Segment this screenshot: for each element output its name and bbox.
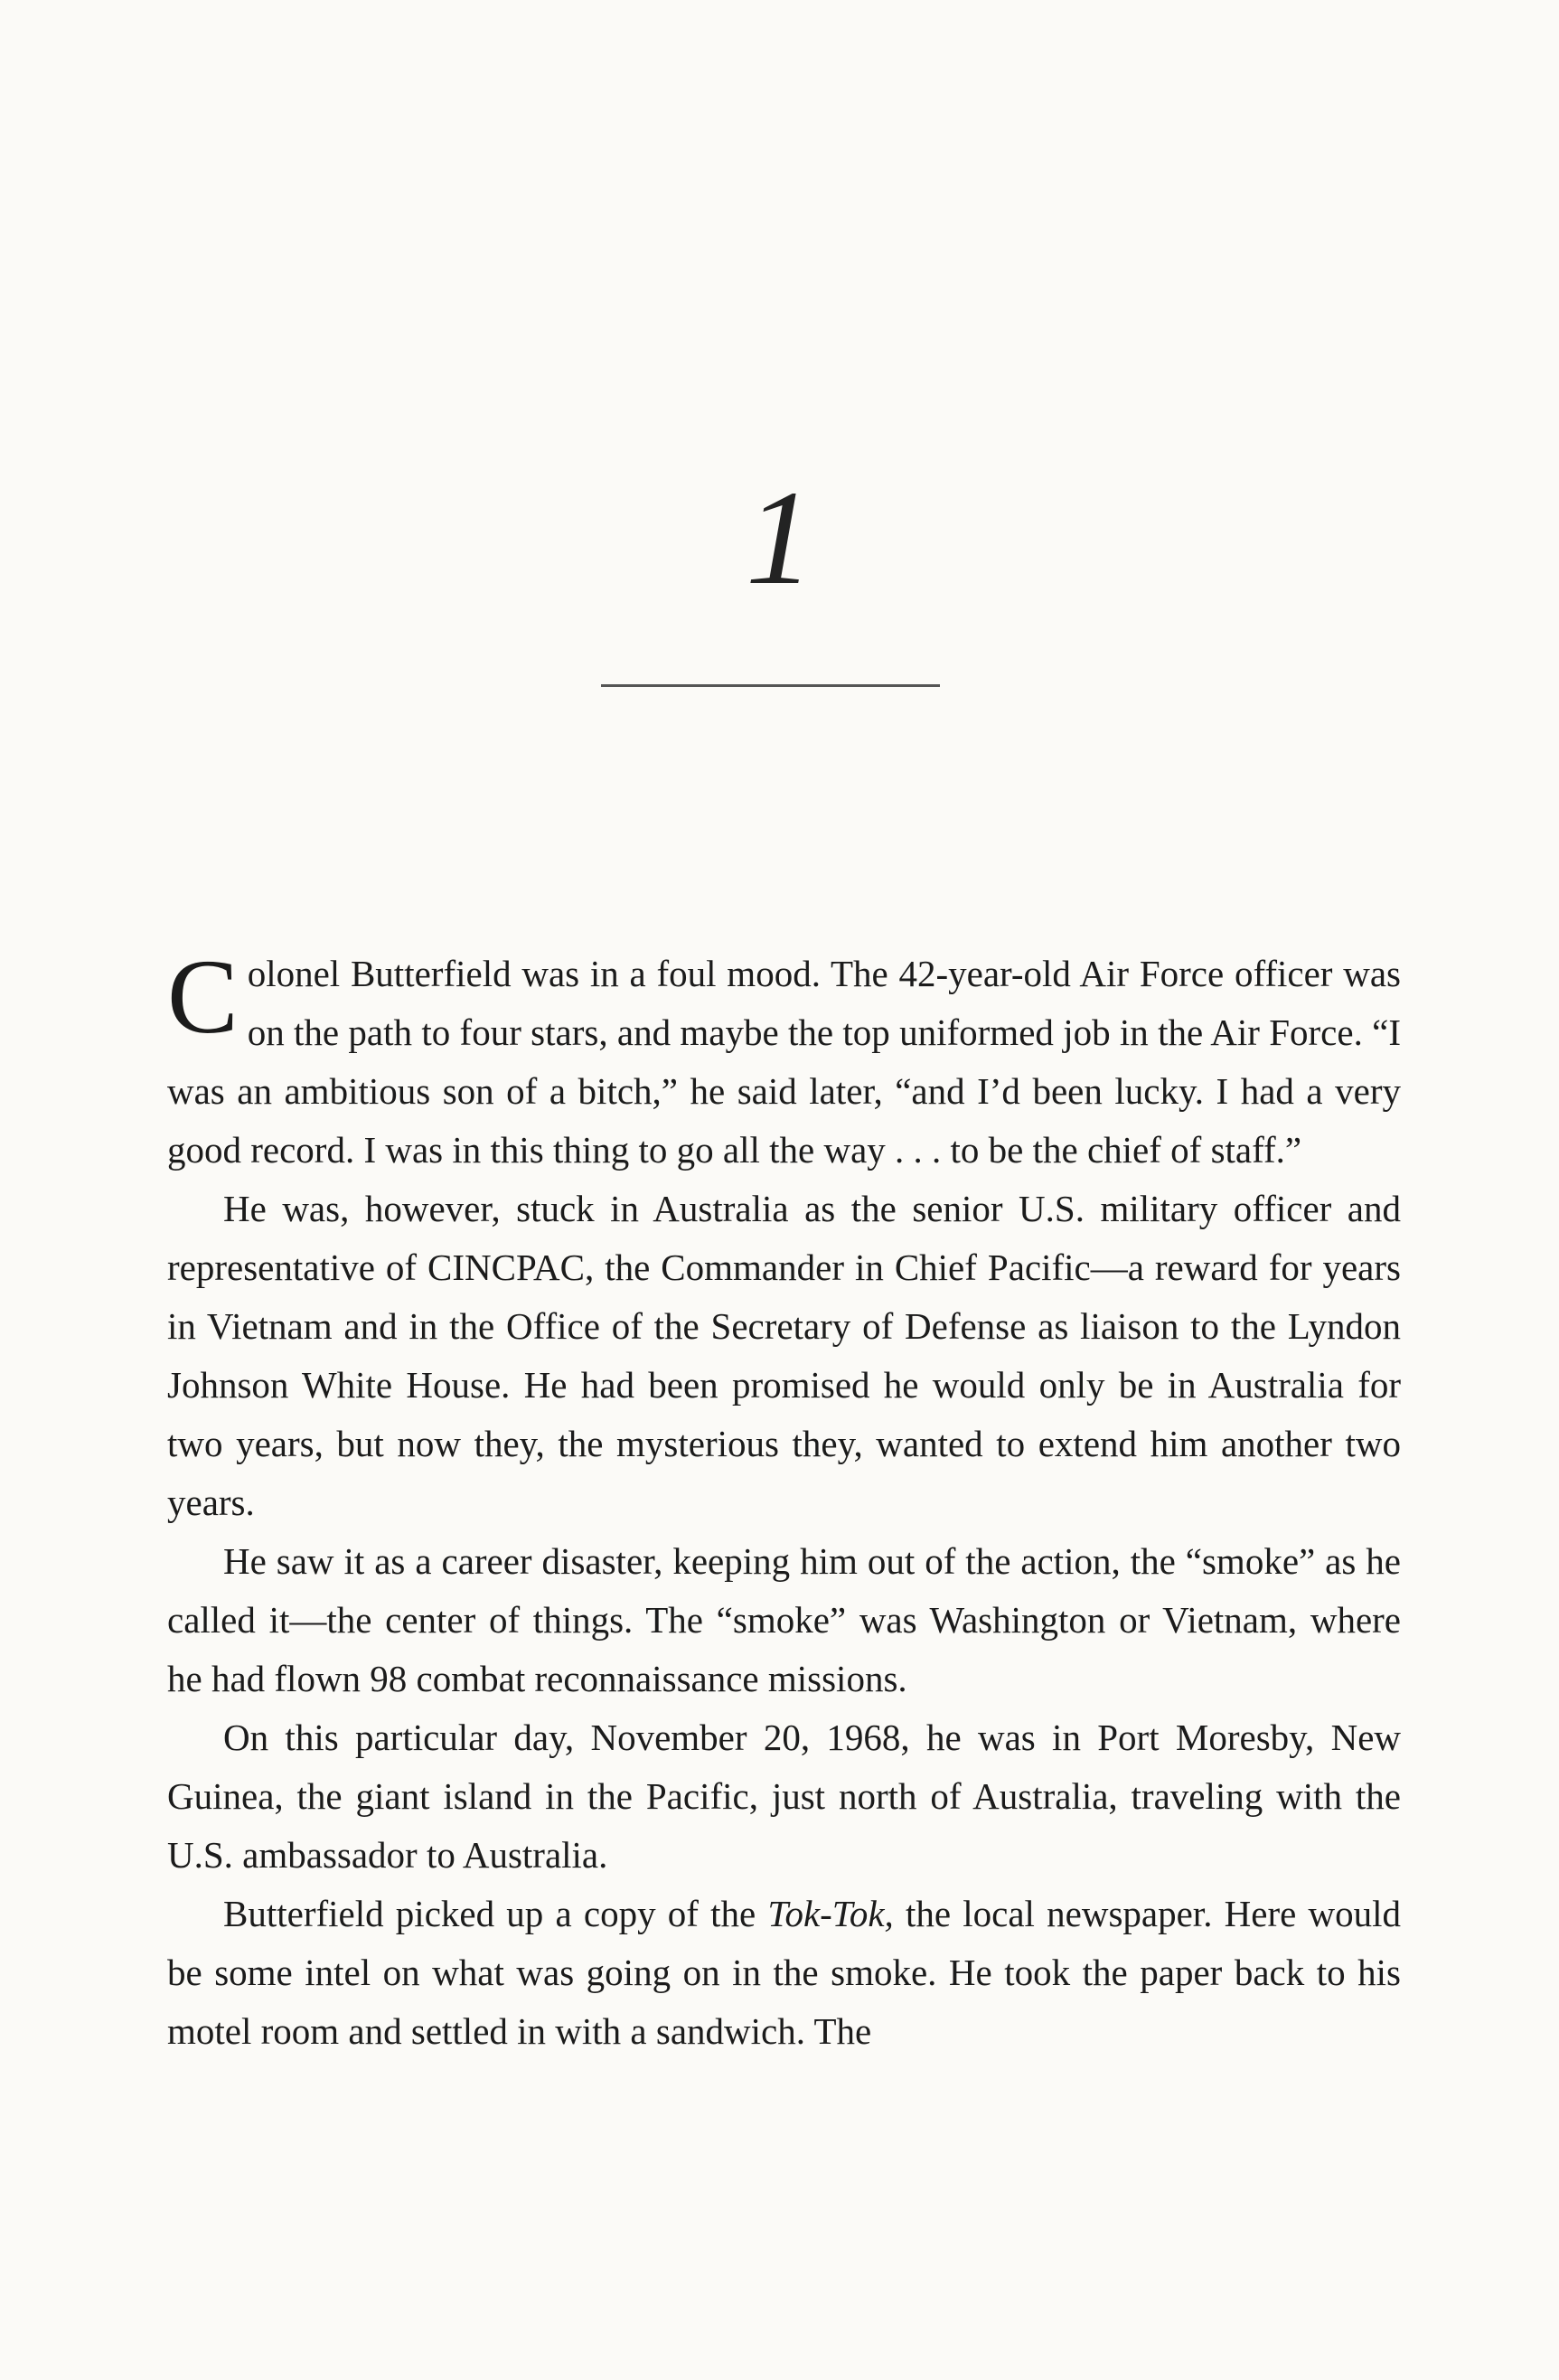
paragraph-text: He was, however, stuck in Australia as the senior U.S. military officer and representative of CINCPAC, the Commander in Chief Pacific—a reward for years in Vietnam and in the Office of the Secretary of Defense as liaison to the Lyndon Johnson White House. He had been promised he would only be in Australia for two years, but now they, the mysterious they, wanted to extend him another two years.: [167, 1188, 1401, 1523]
paragraph-text: the local newspaper. Here would be some intel on what was going on in the smoke. He took the paper back to his motel room and settled in with a sandwich. The: [167, 1893, 1401, 2052]
body-text: [167, 937, 1401, 2061]
paragraph: [167, 1180, 1401, 1532]
newspaper-title: Tok-Tok,: [767, 1893, 894, 1934]
paragraph: [167, 1885, 1401, 2061]
chapter-divider: [601, 684, 940, 687]
paragraph: [167, 1708, 1401, 1885]
paragraph-text: He saw it as a career disaster, keeping him out of the action, the “smoke” as he called it—the center of things. The “smoke” was Washington or Vietnam, where he had flown 98 combat reconnaissance missions.: [167, 1540, 1401, 1699]
paragraph: [167, 1532, 1401, 1708]
drop-cap: C: [167, 937, 239, 1056]
paragraph-text: On this particular day, November 20, 1968, he was in Port Moresby, New Guinea, the giant island in the Pacific, just north of Australia, traveling with the U.S. ambassador to Australia.: [167, 1717, 1401, 1876]
paragraph-text: olonel Butterfield was in a foul mood. The 42-year-old Air Force officer was on the path to four stars, and maybe the top uniformed job in the Air Force. “I was an ambitious son of a bitch,” he said later, “and I’d been lucky. I had a very good record. I was in this thing to go all the way . . . to be the chief of staff.”: [167, 953, 1401, 1171]
chapter-number: 1: [746, 463, 813, 613]
paragraph-text: Butterfield picked up a copy of the: [223, 1893, 768, 1934]
paragraph: [167, 937, 1401, 1180]
